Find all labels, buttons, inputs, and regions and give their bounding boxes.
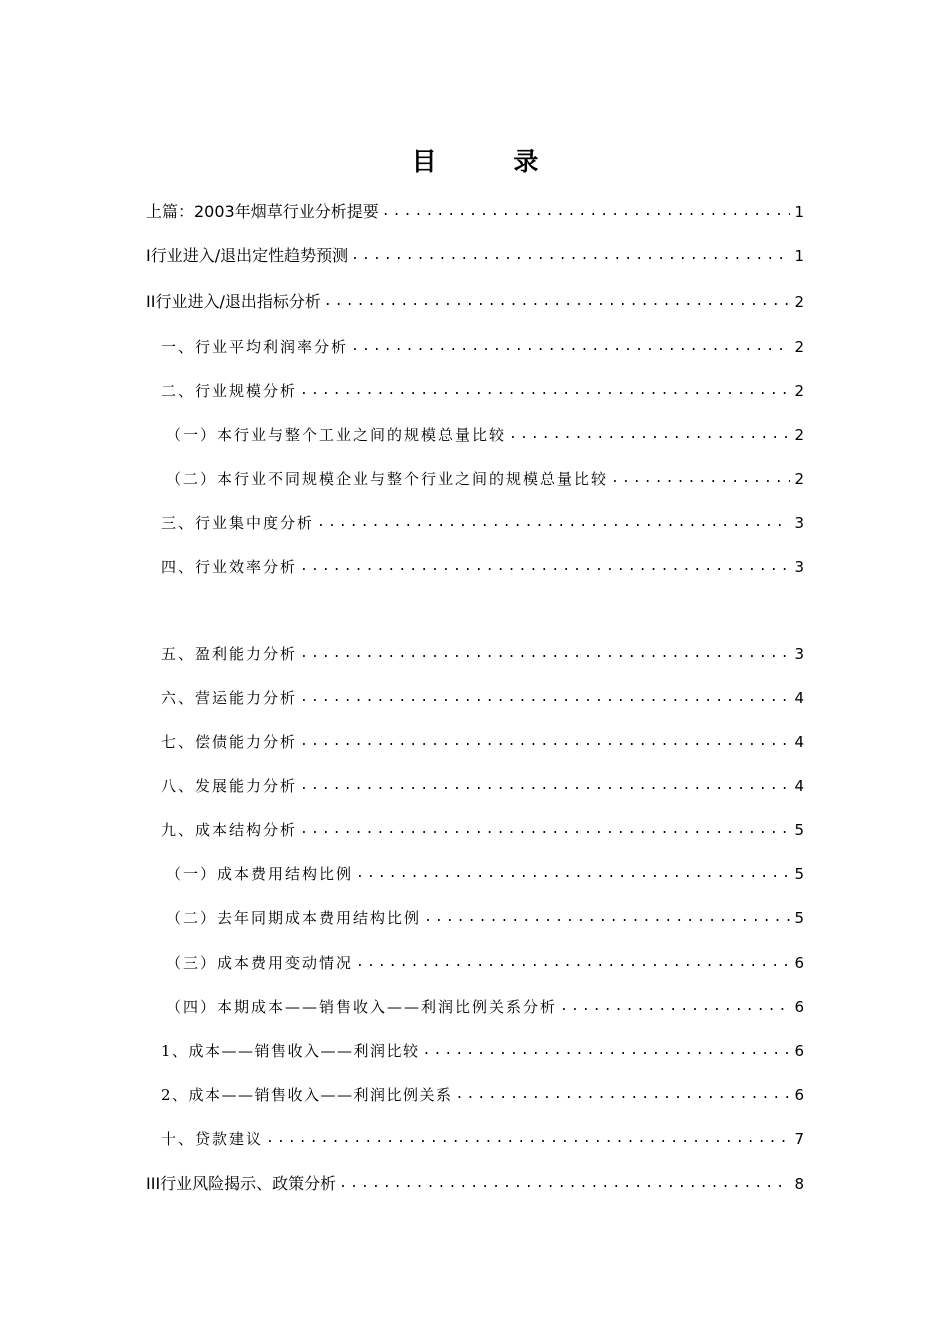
toc-entry[interactable]: [146, 1168, 804, 1194]
toc-entry[interactable]: [166, 947, 804, 973]
toc-page-number: 4: [794, 689, 804, 707]
dot-leader: [300, 644, 790, 664]
dot-leader: [300, 381, 790, 401]
toc-page-number: 2: [794, 293, 804, 311]
toc-entry[interactable]: [161, 682, 804, 708]
dot-leader: [382, 202, 791, 222]
toc-entry-text: （二）去年同期成本费用结构比例: [166, 909, 422, 927]
dot-leader: [266, 1129, 790, 1149]
dot-leader: [423, 1041, 791, 1061]
dot-leader: [300, 688, 790, 708]
dot-leader: [300, 732, 790, 752]
toc-page-number: 6: [794, 1086, 804, 1104]
toc-entry[interactable]: [161, 1035, 804, 1061]
toc-page-number: 2: [794, 338, 804, 356]
toc-entry[interactable]: [166, 419, 804, 445]
dot-leader: [356, 953, 790, 973]
toc-entry[interactable]: [161, 1079, 804, 1105]
toc-entry[interactable]: [161, 551, 804, 577]
toc-entry-text: 2、成本——销售收入——利润比例关系: [161, 1086, 453, 1104]
toc-entry[interactable]: [146, 196, 804, 222]
toc-entry-text: （二）本行业不同规模企业与整个行业之间的规模总量比较: [166, 470, 609, 488]
toc-page-number: 5: [794, 821, 804, 839]
dot-leader: [356, 864, 790, 884]
toc-page-number: 3: [794, 645, 804, 663]
dot-leader: [339, 1174, 790, 1194]
toc-page-number: 5: [794, 865, 804, 883]
toc-entry[interactable]: [166, 991, 804, 1017]
toc-entry-text: 1、成本——销售收入——利润比较: [161, 1042, 420, 1060]
toc-page-number: 2: [794, 382, 804, 400]
toc-entry[interactable]: [166, 463, 804, 489]
dot-leader: [509, 425, 790, 445]
toc-entry-text: （一）成本费用结构比例: [166, 865, 354, 883]
dot-leader: [351, 337, 790, 357]
dot-leader: [560, 997, 790, 1017]
toc-entry-text: II行业进入/退出指标分析: [146, 292, 321, 311]
toc-page-number: 1: [794, 247, 804, 265]
toc-entry-text: 四、行业效率分析: [161, 558, 298, 576]
toc-entry[interactable]: [166, 858, 804, 884]
toc-entry-text: （一）本行业与整个工业之间的规模总量比较: [166, 426, 507, 444]
toc-entry-text: I行业进入/退出定性趋势预测: [146, 246, 349, 265]
toc-entry-text: 二、行业规模分析: [161, 382, 298, 400]
toc-entry[interactable]: [161, 726, 804, 752]
toc-entry[interactable]: [161, 770, 804, 796]
toc-page-number: 6: [794, 954, 804, 972]
toc-page-number: 4: [794, 777, 804, 795]
toc-page-number: 2: [794, 426, 804, 444]
toc-page-number: 3: [794, 514, 804, 532]
toc-entry-text: 十、贷款建议: [161, 1130, 264, 1148]
dot-leader: [424, 908, 790, 928]
dot-leader: [611, 469, 790, 489]
toc-entry[interactable]: [146, 240, 804, 266]
toc-page-number: 6: [794, 1042, 804, 1060]
dot-leader: [300, 820, 790, 840]
dot-leader: [456, 1085, 791, 1105]
page-title: 目 录: [411, 147, 573, 176]
toc-page-number: 5: [794, 909, 804, 927]
dot-leader: [324, 292, 791, 312]
toc-page-number: 7: [794, 1130, 804, 1148]
dot-leader: [351, 246, 790, 266]
dot-leader: [300, 776, 790, 796]
toc-entry-text: 上篇：2003年烟草行业分析提要: [146, 202, 379, 221]
toc-entry-text: 一、行业平均利润率分析: [161, 338, 349, 356]
dot-leader: [300, 557, 790, 577]
toc-entry[interactable]: [161, 814, 804, 840]
toc-entry-text: 八、发展能力分析: [161, 777, 298, 795]
toc-entry-text: 七、偿债能力分析: [161, 733, 298, 751]
toc-entry[interactable]: [161, 375, 804, 401]
toc-entry[interactable]: [146, 286, 804, 312]
toc-entry[interactable]: [161, 638, 804, 664]
toc-entry-text: 五、盈利能力分析: [161, 645, 298, 663]
toc-entry-text: 六、营运能力分析: [161, 689, 298, 707]
toc-entry[interactable]: [161, 1123, 804, 1149]
toc-page-number: 2: [794, 470, 804, 488]
toc-entry-text: III行业风险揭示、政策分析: [146, 1174, 337, 1193]
toc-page-number: 8: [794, 1175, 804, 1193]
toc-entry-text: （三）成本费用变动情况: [166, 954, 354, 972]
toc-entry[interactable]: [161, 331, 804, 357]
toc-entry[interactable]: [166, 902, 804, 928]
toc-page-number: 6: [794, 998, 804, 1016]
toc-page-number: 4: [794, 733, 804, 751]
toc-page-number: 3: [794, 558, 804, 576]
toc-page-number: 1: [794, 203, 804, 221]
toc-entry-text: 九、成本结构分析: [161, 821, 298, 839]
toc-entry[interactable]: [161, 507, 804, 533]
toc-entry-text: （四）本期成本——销售收入——利润比例关系分析: [166, 998, 558, 1016]
toc-entry-text: 三、行业集中度分析: [161, 514, 315, 532]
dot-leader: [317, 513, 790, 533]
